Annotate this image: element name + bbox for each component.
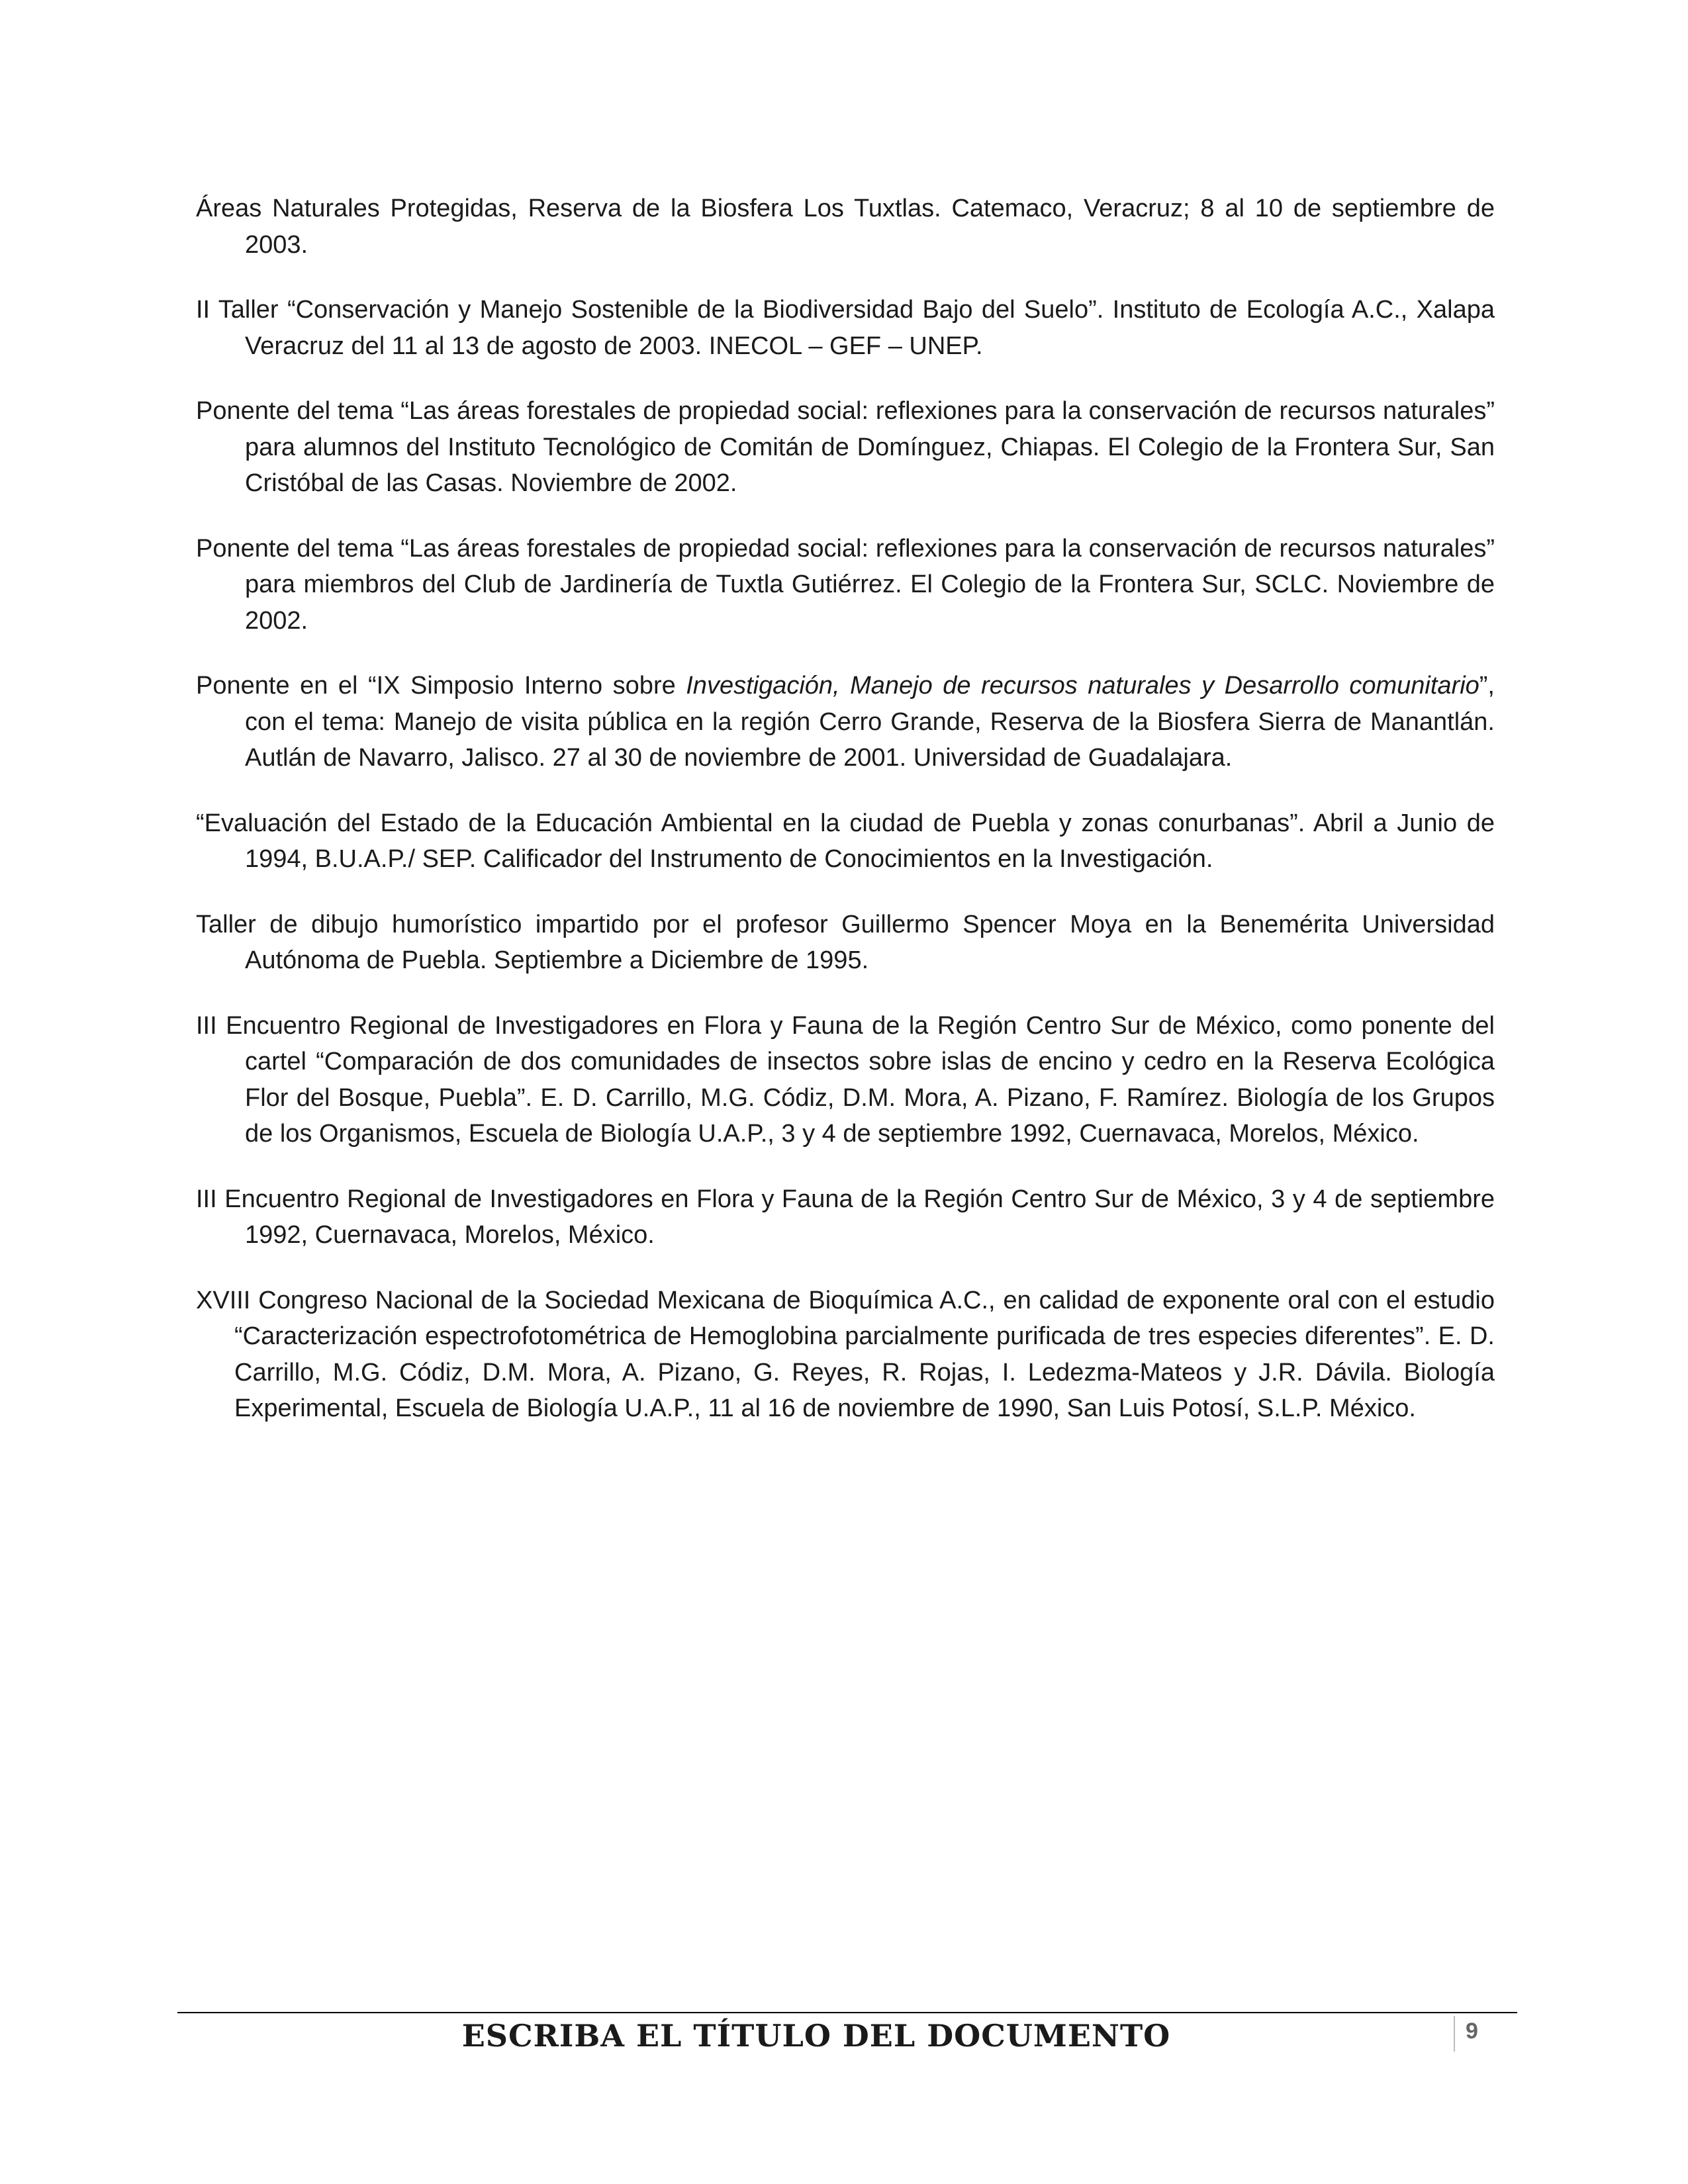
footer-divider — [177, 2012, 1517, 2013]
document-body — [196, 191, 1495, 1456]
list-item: Áreas Naturales Protegidas, Reserva de la Biosfera Los Tuxtlas. Catemaco, Veracruz; 8 al 10 de septiembre de 2003. — [196, 195, 1495, 259]
list-item: II Taller “Conservación y Manejo Sostenible de la Biodiversidad Bajo del Suelo”. Instituto de Ecología A.C., Xalapa Veracruz del 11 al 13 de agosto de 2003. INECOL – GEF – UNEP. — [196, 296, 1495, 360]
list-item: Ponente del tema “Las áreas forestales de propiedad social: reflexiones para la conservación de recursos naturales” para alumnos del Instituto Tecnológico de Comitán de Domínguez, Chiapas. El Colegio de la Frontera Sur, San Cristóbal de las Casas. Noviembre de 2002. — [196, 397, 1495, 497]
list-item: III Encuentro Regional de Investigadores en Flora y Fauna de la Región Centro Sur de México, como ponente del cartel “Comparación de dos comunidades de insectos sobre islas de encino y cedro en la Reserva Ecológica Flor del Bosque, Puebla”. E. D. Carrillo, M.G. Códiz, D.M. Mora, A. Pizano, F. Ramírez. Biología de los Grupos de los Organismos, Escuela de Biología U.A.P., 3 y 4 de septiembre 1992, Cuernavaca, Morelos, México. — [196, 1011, 1495, 1148]
entry-text: Ponente en el “IX Simposio Interno sobre — [196, 672, 686, 700]
list-item: XVIII Congreso Nacional de la Sociedad Mexicana de Bioquímica A.C., en calidad de exponente oral con el estudio “Caracterización espectrofotométrica de Hemoglobina parcialmente purificada de tres especies diferentes”. E. D. Carrillo, M.G. Códiz, D.M. Mora, A. Pizano, G. Reyes, R. Rojas, I. Ledezma-Mateos y J.R. Dávila. Biología Experimental, Escuela de Biología U.A.P., 11 al 16 de noviembre de 1990, San Luis Potosí, S.L.P. México. — [196, 1286, 1495, 1422]
page-number-separator — [1454, 2016, 1455, 2052]
entry-text: ”, con el tema: Manejo de visita pública en la región Cerro Grande, Reserva de la Biosfera Sierra de Manantlán. Autlán de Navarro, Jalisco. 27 al 30 de noviembre de 2001. Universidad de Guadalajara. — [245, 672, 1495, 772]
list-item — [196, 668, 1495, 776]
list-item: Taller de dibujo humorístico impartido por el profesor Guillermo Spencer Moya en la Benemérita Universidad Autónoma de Puebla. Septiembre a Diciembre de 1995. — [196, 910, 1495, 974]
list-item: III Encuentro Regional de Investigadores en Flora y Fauna de la Región Centro Sur de México, 3 y 4 de septiembre 1992, Cuernavaca, Morelos, México. — [196, 1185, 1495, 1249]
page-number: 9 — [1466, 2019, 1478, 2044]
footer-title: ESCRIBA EL TÍTULO DEL DOCUMENTO — [461, 2018, 1171, 2054]
list-item: Ponente del tema “Las áreas forestales de propiedad social: reflexiones para la conservación de recursos naturales” para miembros del Club de Jardinería de Tuxtla Gutiérrez. El Colegio de la Frontera Sur, SCLC. Noviembre de 2002. — [196, 534, 1495, 635]
entry-italic-text: Investigación, Manejo de recursos naturales y Desarrollo comunitario — [686, 672, 1479, 700]
list-item: “Evaluación del Estado de la Educación Ambiental en la ciudad de Puebla y zonas conurbanas”. Abril a Junio de 1994, B.U.A.P./ SEP. Calificador del Instrumento de Conocimientos en la Investigación. — [196, 809, 1495, 873]
